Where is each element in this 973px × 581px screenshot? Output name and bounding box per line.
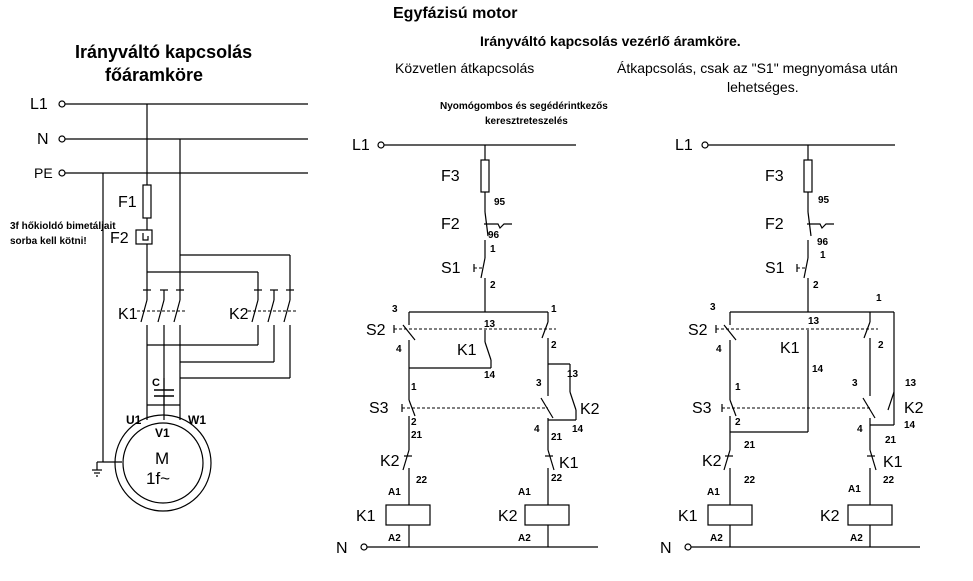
main-title-line2: főáramköre xyxy=(105,65,204,85)
ctrl2-s2-label: S2 xyxy=(688,322,708,339)
w1-label: W1 xyxy=(188,413,206,427)
ctrl1-k2-pin-14: 14 xyxy=(572,424,584,435)
v1-label: V1 xyxy=(155,426,170,440)
ctrl2-k2-interlock-label: K2 xyxy=(702,453,722,470)
ctrl1-s2-pin-4: 4 xyxy=(396,344,402,355)
main-l1-terminal xyxy=(59,101,65,107)
ctrl1-s3-right-pin-4: 4 xyxy=(534,424,540,435)
left-note-line1: Nyomógombos és segédérintkezős xyxy=(440,101,608,112)
ctrl1-k2-coil-a1: A1 xyxy=(518,487,531,498)
ctrl1-k2-interlock-pin-21: 21 xyxy=(411,430,423,441)
ctrl1-l1-label: L1 xyxy=(352,137,370,154)
ctrl2-k1-coil-a1: A1 xyxy=(707,487,720,498)
ctrl2-l1-label: L1 xyxy=(675,137,693,154)
ground-icon xyxy=(92,462,103,476)
ctrl1-s2-label: S2 xyxy=(366,322,386,339)
ctrl2-k1-interlock xyxy=(867,450,876,505)
ctrl2-s3-right-pin-4: 4 xyxy=(857,424,863,435)
left-caption: Közvetlen átkapcsolás xyxy=(395,60,535,76)
ctrl2-k2-coil-label: K2 xyxy=(820,508,840,525)
ctrl1-k1-coil-a1: A1 xyxy=(388,487,401,498)
ctrl2-s3-pin-2: 2 xyxy=(878,340,884,351)
ctrl2-f2-label: F2 xyxy=(765,216,784,233)
control-title: Irányváltó kapcsolás vezérlő áramköre. xyxy=(480,33,741,49)
ctrl2-k1-coil xyxy=(708,505,752,525)
ctrl1-k2-pin-3: 3 xyxy=(536,378,542,389)
ctrl2-s1-button xyxy=(797,258,808,278)
ctrl2-s3-label: S3 xyxy=(692,400,712,417)
ctrl1-s1-label: S1 xyxy=(441,260,461,277)
ctrl2-k1-hold-label: K1 xyxy=(780,340,800,357)
ctrl1-pin-95: 95 xyxy=(494,197,506,208)
ctrl1-k2-hold-label: K2 xyxy=(580,401,600,418)
ctrl2-s2-pin-3: 3 xyxy=(710,302,716,313)
f1-label: F1 xyxy=(118,194,137,211)
main-n-label: N xyxy=(37,131,49,148)
ctrl1-s3-left-pin-2: 2 xyxy=(411,417,417,428)
ctrl1-s3-label: S3 xyxy=(369,400,389,417)
ctrl2-s3-pin-1: 1 xyxy=(876,293,882,304)
ctrl1-k1-pin-14: 14 xyxy=(484,370,496,381)
right-caption-line1: Átkapcsolás, csak az "S1" megnyomása után xyxy=(617,60,898,76)
ctrl1-k2-interlock-label: K2 xyxy=(380,453,400,470)
motor-label-type: 1f~ xyxy=(146,469,171,488)
ctrl2-s3-left-pin-1: 1 xyxy=(735,382,741,393)
ctrl2-k1-interlock-pin-21: 21 xyxy=(885,435,897,446)
ctrl2-pin-2: 2 xyxy=(813,280,819,291)
ctrl1-s3-pin-2: 2 xyxy=(551,340,557,351)
ctrl2-f2-contact xyxy=(807,212,834,236)
ctrl2-k2-hold-label: K2 xyxy=(904,400,924,417)
ctrl2-n-label: N xyxy=(660,540,672,557)
ctrl1-k1-interlock-label: K1 xyxy=(559,455,579,472)
ctrl2-l1-terminal xyxy=(702,142,708,148)
main-circuit xyxy=(10,42,308,511)
ctrl1-k1-pin-13: 13 xyxy=(484,319,496,330)
ctrl1-s1-button xyxy=(474,258,485,278)
ctrl1-f3-label: F3 xyxy=(441,168,460,185)
main-k2-contacts xyxy=(248,290,296,378)
ctrl2-k2-coil xyxy=(848,505,892,525)
ctrl2-k2-interlock-pin-22: 22 xyxy=(744,475,756,486)
ctrl2-k2-interlock-pin-21: 21 xyxy=(744,440,756,451)
main-pe-terminal xyxy=(59,170,65,176)
ctrl2-k2-hold-contact xyxy=(870,392,894,425)
ctrl1-n-terminal xyxy=(361,544,367,550)
ctrl1-k1-interlock-pin-22: 22 xyxy=(551,473,563,484)
ctrl2-k2-pin-13: 13 xyxy=(905,378,917,389)
left-note-line2: keresztreteszelés xyxy=(485,116,568,127)
ctrl2-k2-interlock xyxy=(724,450,733,505)
ctrl1-k1-coil xyxy=(386,505,430,525)
main-note-line1: 3f hőkioldó bimetáljait xyxy=(10,221,116,232)
ctrl1-k2-coil-a2: A2 xyxy=(518,533,531,544)
u1-label: U1 xyxy=(126,413,142,427)
ctrl1-s3-button xyxy=(402,380,553,440)
ctrl2-pin-96: 96 xyxy=(817,237,829,248)
ctrl2-k1-interlock-label: K1 xyxy=(883,454,903,471)
ctrl1-pin-96: 96 xyxy=(488,230,500,241)
ctrl1-k1-coil-label: K1 xyxy=(356,508,376,525)
ctrl2-k2-coil-a2: A2 xyxy=(850,533,863,544)
ctrl1-l1-terminal xyxy=(378,142,384,148)
f2-thermal-relay xyxy=(136,230,152,244)
capacitor-label: C xyxy=(152,377,160,389)
ctrl1-s3-pin-1: 1 xyxy=(551,304,557,315)
main-k1-contacts xyxy=(137,290,185,362)
ctrl1-s2-pin-3: 3 xyxy=(392,304,398,315)
ctrl2-k1-coil-a2: A2 xyxy=(710,533,723,544)
ctrl1-k1-interlock-pin-21: 21 xyxy=(551,432,563,443)
ctrl1-pin-2: 2 xyxy=(490,280,496,291)
control-circuit-s1-required xyxy=(660,137,924,557)
ctrl2-s3-left-pin-2: 2 xyxy=(735,417,741,428)
ctrl1-k1-coil-a2: A2 xyxy=(388,533,401,544)
ctrl2-k1-pin-14: 14 xyxy=(812,364,824,375)
ctrl2-pin-1: 1 xyxy=(820,250,826,261)
ctrl1-k2-interlock-pin-22: 22 xyxy=(416,475,428,486)
ctrl1-s3-left-pin-1: 1 xyxy=(411,382,417,393)
ctrl2-k1-interlock-pin-22: 22 xyxy=(883,475,895,486)
control-circuit-direct xyxy=(336,137,600,557)
ctrl2-pin-95: 95 xyxy=(818,195,830,206)
ctrl1-k2-coil xyxy=(525,505,569,525)
ctrl2-k2-coil-a1: A1 xyxy=(848,484,861,495)
page-title: Egyfázisú motor xyxy=(393,5,518,22)
ctrl1-f3-fuse xyxy=(481,160,489,192)
ctrl1-k2-interlock xyxy=(403,440,412,505)
ctrl2-f3-label: F3 xyxy=(765,168,784,185)
ctrl2-k2-pin-3: 3 xyxy=(852,378,858,389)
main-note-line2: sorba kell kötni! xyxy=(10,236,87,247)
ctrl2-n-terminal xyxy=(685,544,691,550)
main-k1-label: K1 xyxy=(118,306,138,323)
main-pe-label: PE xyxy=(34,165,53,181)
ctrl1-pin-1: 1 xyxy=(490,244,496,255)
ctrl1-k2-pin-13: 13 xyxy=(567,369,579,380)
ctrl2-s2-pin-4: 4 xyxy=(716,344,722,355)
f2-label: F2 xyxy=(110,230,129,247)
main-n-terminal xyxy=(59,136,65,142)
main-title-line1: Irányváltó kapcsolás xyxy=(75,42,253,62)
right-caption-line2: lehetséges. xyxy=(727,79,799,95)
ctrl2-k1-pin-13: 13 xyxy=(808,316,820,327)
f1-fuse xyxy=(143,185,151,218)
main-l1-label: L1 xyxy=(30,96,48,113)
main-k2-label: K2 xyxy=(229,306,249,323)
ctrl1-k1-hold-contact xyxy=(409,330,491,368)
ctrl2-k2-pin-14: 14 xyxy=(904,420,916,431)
ctrl2-f3-fuse xyxy=(804,160,812,192)
ctrl1-k1-hold-label: K1 xyxy=(457,342,477,359)
motor-label-m: M xyxy=(155,449,170,468)
ctrl1-n-label: N xyxy=(336,540,348,557)
ctrl1-k2-coil-label: K2 xyxy=(498,508,518,525)
ctrl2-k1-coil-label: K1 xyxy=(678,508,698,525)
ctrl2-s1-label: S1 xyxy=(765,260,785,277)
ctrl1-f2-label: F2 xyxy=(441,216,460,233)
